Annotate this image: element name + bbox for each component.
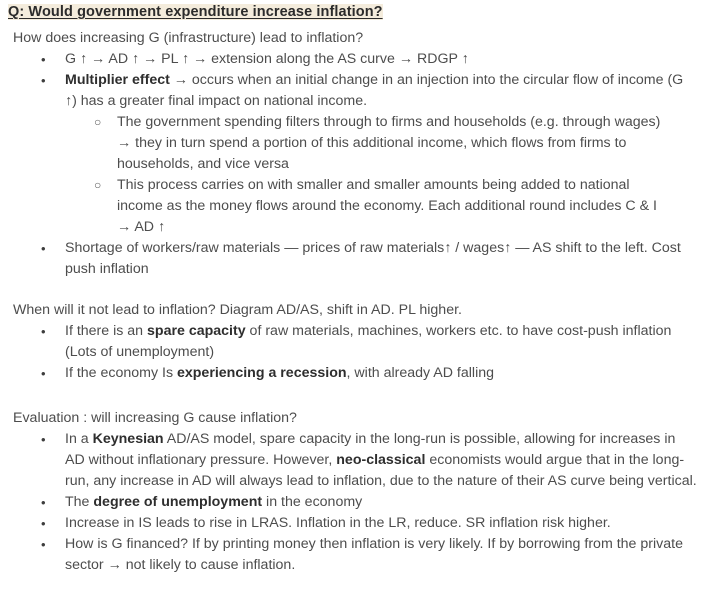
- bullet-hollow-icon: ○: [94, 115, 102, 129]
- list-item: [0, 363, 720, 384]
- spacer: [0, 384, 720, 408]
- list-item: [65, 112, 698, 175]
- list-item: [65, 175, 698, 238]
- section2-bullet-list: [0, 321, 720, 384]
- list-item-text: This process carries on with smaller and smaller amounts being added to national income as the money flows around the economy. Each additional round includes C & I → AD ↑: [117, 177, 657, 235]
- list-item-bold: spare capacity: [147, 323, 246, 339]
- list-item: [0, 492, 720, 513]
- page-title: Q: Would government expenditure increase inflation?: [8, 4, 383, 20]
- bullet-filled-icon: •: [41, 324, 46, 339]
- section3-lead: Evaluation : will increasing G cause inflation?: [13, 410, 297, 426]
- section1-lead: How does increasing G (infrastructure) lead to inflation?: [13, 30, 364, 46]
- list-item-text: How is G financed? If by printing money then inflation is very likely. If by borrowing from the private sector → not likely to cause inflation.: [65, 536, 683, 573]
- list-item-bold-2: neo-classical: [336, 452, 426, 468]
- section1-bullet-list: [0, 49, 720, 280]
- section1-subbullet-list: [65, 112, 698, 238]
- list-item-text-cont: of raw materials, machines, workers etc. to have cost-push inflation (Lots of unemployment): [65, 323, 672, 360]
- list-item: [0, 534, 720, 576]
- list-item-bold: experiencing a recession: [176, 365, 347, 381]
- spacer: [0, 280, 720, 300]
- bullet-filled-icon: •: [41, 516, 46, 531]
- list-item-text: If the economy Is: [65, 365, 177, 381]
- list-item: [0, 513, 720, 534]
- list-item-text: In a: [65, 431, 93, 447]
- section3-bullet-list: [0, 429, 720, 576]
- section-evaluation: [0, 408, 720, 576]
- list-item-bold: Keynesian: [92, 431, 164, 447]
- bullet-filled-icon: •: [41, 52, 46, 67]
- list-item-text: Shortage of workers/raw materials — prices of raw materials↑ / wages↑ — AS shift to the left. Cost push inflation: [65, 240, 681, 277]
- bullet-hollow-icon: ○: [94, 178, 102, 192]
- list-item-text: If there is an: [65, 323, 148, 339]
- list-item: [0, 70, 720, 238]
- section2-lead: When will it not lead to inflation? Diagram AD/AS, shift in AD. PL higher.: [13, 302, 462, 318]
- list-item-text: G ↑ → AD ↑ → PL ↑ → extension along the AS curve → RDGP ↑: [65, 51, 469, 67]
- section-when-not-lead-to-inflation: [0, 300, 720, 384]
- list-item-text-cont: in the economy: [262, 494, 363, 510]
- bullet-filled-icon: •: [41, 73, 46, 88]
- bullet-filled-icon: •: [41, 241, 46, 256]
- section-how-does-increasing-g: [0, 28, 720, 280]
- list-item: [0, 321, 720, 363]
- title-row: [0, 0, 720, 22]
- bullet-filled-icon: •: [41, 432, 46, 447]
- list-item: [0, 238, 720, 280]
- bullet-filled-icon: •: [41, 495, 46, 510]
- list-item-bold-lead: Multiplier effect: [65, 72, 170, 88]
- list-item: [0, 429, 720, 492]
- bullet-filled-icon: •: [41, 366, 46, 381]
- list-item-text-mid: AD/AS model, spare capacity in the long-run is possible, allowing for increases in AD without inflationary pressure. However,: [65, 431, 676, 468]
- list-item-text: The government spending filters through to firms and households (e.g. through wages) → they in turn spend a portion of this additional income, which flows from firms to households, and vice versa: [117, 114, 661, 172]
- list-item-text: Increase in IS leads to rise in LRAS. Inflation in the LR, reduce. SR inflation risk higher.: [65, 515, 611, 531]
- list-item-text-cont: economists would argue that in the long-run, any increase in AD will always lead to inflation, due to the nature of their AS curve being vertical.: [65, 452, 697, 489]
- list-item: [0, 49, 720, 70]
- list-item-text: The: [65, 494, 94, 510]
- list-item-bold: degree of unemployment: [93, 494, 263, 510]
- list-item-text-cont: , with already AD falling: [346, 365, 494, 381]
- list-item-text: → occurs when an initial change in an injection into the circular flow of income (G ↑) has a greater final impact on national income.: [65, 72, 684, 109]
- bullet-filled-icon: •: [41, 537, 46, 552]
